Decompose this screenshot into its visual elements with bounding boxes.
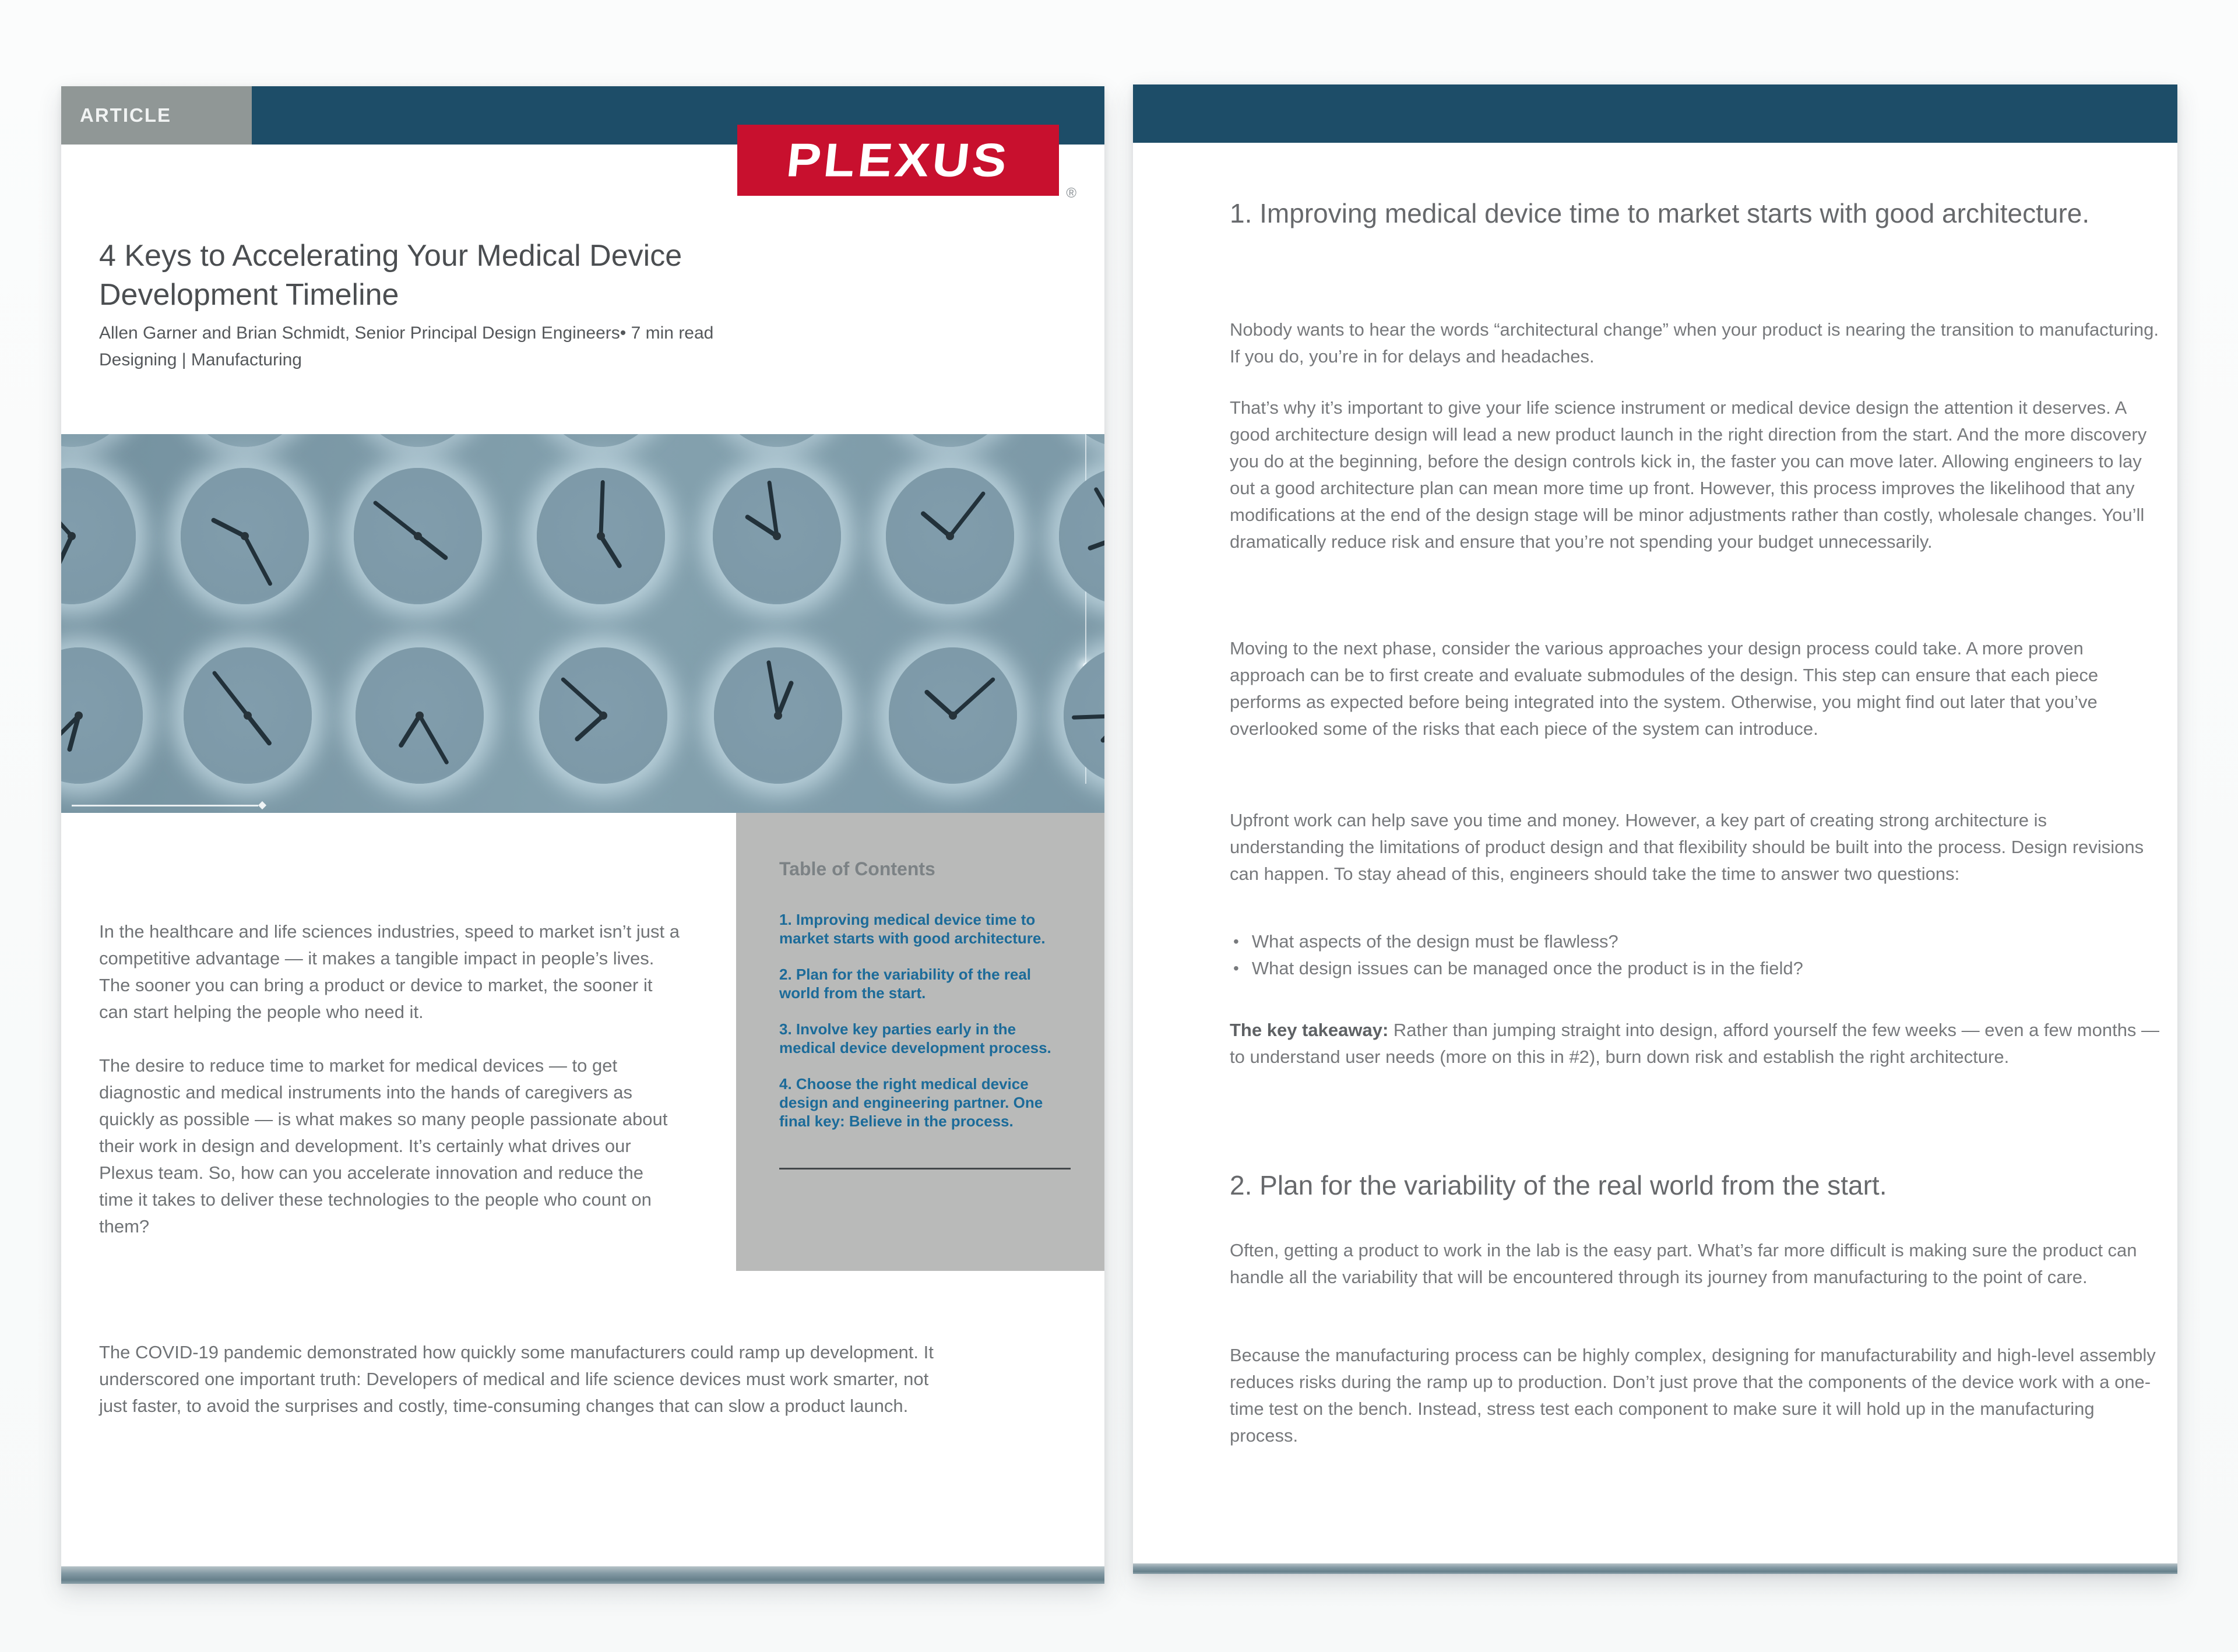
hour-hand: [210, 517, 246, 538]
photo-artifact-horizontal-line: [72, 805, 258, 806]
section-1-paragraph-3: Moving to the next phase, consider the various approaches your design process could take. A more proven approach can be to first create and evaluate submodules of the design. This step can ensure that each piece performs as expected before being integrated into the system. Otherwise, you might find out later that you’ve overlooked some of the risks that each piece of the system can introduce.: [1230, 638, 2099, 739]
category-line: Designing | Manufacturing: [99, 350, 302, 369]
hour-hand: [246, 714, 273, 746]
toc-item-2[interactable]: 2. Plan for the variability of the real world from the start.: [779, 966, 1032, 1002]
clock-face: [181, 468, 309, 604]
minute-hand: [948, 491, 986, 537]
article-tag: [61, 86, 252, 145]
bullet-icon: •: [1233, 959, 1239, 977]
page-footer-bar: [1133, 1563, 2177, 1574]
hour-hand: [398, 714, 422, 749]
section-1-paragraph-4: Upfront work can help save you time and money. However, a key part of creating strong architecture is understanding the limitations of product design and that flexibility should be built into the process. Design revisions can happen. To stay ahead of this, engineers should take the time to answer two questions:: [1230, 810, 2144, 884]
clock-face: [356, 647, 484, 784]
intro-paragraph-1: In the healthcare and life sciences industries, speed to market isn’t just a competitive advantage — it makes a tangible impact in people’s lives. The sooner you can bring a product or device to market, the sooner it can start helping the people who need it.: [99, 921, 680, 1022]
byline: Allen Garner and Brian Schmidt, Senior Principal Design Engineers• 7 min read: [99, 323, 714, 343]
bullet-text-2: What design issues can be managed once the product is in the field?: [1251, 958, 1803, 978]
toc-item-4[interactable]: 4. Choose the right medical device design and engineering partner. One final key: Believe in the process.: [779, 1075, 1043, 1130]
toc-item-3[interactable]: 3. Involve key parties early in the medical device development process.: [779, 1020, 1051, 1056]
intro-paragraph-2: The desire to reduce time to market for medical devices — to get diagnostic and medical instruments into the hands of caregivers as quickly as possible — is what makes so many people passionate about their work in design and development. It’s certainly what drives our Plexus team. So, how can you accelerate innovation and reduce the time it takes to deliver these technologies to the people who count on them?: [99, 1055, 668, 1237]
section-1-paragraph-1: Nobody wants to hear the words “architectural change” when your product is nearing the transition to manufacturing. If you do, you’re in for delays and headaches.: [1230, 319, 2159, 367]
clock-face: [886, 468, 1014, 604]
minute-hand: [212, 670, 249, 717]
clock-glow: [886, 434, 1014, 447]
article-page-1: [61, 86, 1104, 1584]
minute-hand: [1072, 714, 1104, 720]
clock-face: [537, 468, 665, 604]
clock-glow: [354, 434, 482, 447]
clock-face: [184, 647, 312, 784]
clock-face: [1064, 647, 1104, 784]
minute-hand: [1093, 487, 1104, 537]
toc-title: Table of Contents: [779, 858, 935, 879]
hour-hand: [417, 534, 449, 561]
clock-glow: [181, 434, 309, 447]
clock-face: [1059, 468, 1104, 604]
bullet-icon: •: [1233, 932, 1239, 950]
hour-hand: [1087, 534, 1104, 551]
article-tag-label: ARTICLE: [80, 104, 171, 126]
bullet-text-1: What aspects of the design must be flawless?: [1251, 931, 1618, 952]
plexus-logo: [737, 125, 1076, 201]
minute-hand: [243, 535, 273, 586]
minute-hand: [61, 493, 73, 537]
key-takeaway-label: The key takeaway:: [1230, 1020, 1389, 1040]
clock-face: [714, 647, 842, 784]
minute-hand: [372, 500, 419, 538]
clock-face: [61, 468, 136, 604]
hour-hand: [599, 535, 623, 569]
section-1-heading: 1. Improving medical device time to market starts with good architecture.: [1230, 198, 2090, 228]
list-item: [1233, 955, 2154, 982]
toc-item-1[interactable]: 1. Improving medical device time to market starts with good architecture.: [779, 911, 1046, 947]
hour-hand: [574, 714, 605, 742]
registered-mark: ®: [1066, 185, 1076, 201]
section-2-paragraph-1: Often, getting a product to work in the lab is the easy part. What’s far more difficult is making sure the product can handle all the variability that will be encountered through its journey from manufacturing to the point of care.: [1230, 1240, 2137, 1287]
clock-glow: [61, 434, 136, 447]
clock-face: [61, 647, 143, 784]
plexus-logo-text: PLEXUS: [784, 133, 1012, 187]
minute-hand: [560, 677, 604, 717]
covid-paragraph: The COVID-19 pandemic demonstrated how quickly some manufacturers could ramp up development. It underscored one important truth: Developers of medical and life science devices must work smarter, not just faster, to avoid the surprises and costly, time-consuming changes that can slow a product launch.: [99, 1342, 934, 1416]
minute-hand: [418, 714, 449, 765]
question-list: [1233, 928, 2154, 982]
hour-hand: [61, 535, 74, 570]
key-takeaway-text: Rather than jumping straight into design, afford yourself the few weeks — even a few months — to understand user needs (more on this in #2), burn down risk and establish the right architecture.: [1230, 1020, 2160, 1067]
table-of-contents: [736, 813, 1104, 1271]
hour-hand: [924, 689, 955, 717]
toc-divider: [779, 1168, 1071, 1170]
hour-hand: [920, 510, 951, 538]
clock-glow: [1059, 434, 1104, 447]
section-2-heading: 2. Plan for the variability of the real world from the start.: [1230, 1170, 1887, 1200]
hero-image-clocks: [61, 434, 1104, 813]
clock-face: [889, 647, 1017, 784]
page-title: 4 Keys to Accelerating Your Medical Device Development Timeline: [99, 239, 682, 312]
section-2-paragraph-2: Because the manufacturing process can be highly complex, designing for manufacturability and high-level assembly reduces risks during the ramp up to production. Don’t just prove that the components of the device work with a one-time test on the bench. Instead, stress test each component to make sure it will hold up in the manufacturing process.: [1230, 1345, 2156, 1446]
section-1-paragraph-2: That’s why it’s important to give your life science instrument or medical device design the attention it deserves. A good architecture design will lead a new product launch in the right direction from the start. And the more discovery you do at the beginning, before the design controls kick in, the faster you can move later. Allowing engineers to lay out a good architecture plan can mean more time up front. However, this process improves the likelihood that any modifications at the end of the design stage will be minor adjustments rather than costly, wholesale changes. You’ll dramatically reduce risk and ensure that you’re not spending your budget unnecessarily.: [1230, 397, 2147, 552]
clock-face: [713, 468, 841, 604]
header-bar: [1133, 84, 2177, 143]
intro-text: [99, 918, 682, 1267]
minute-hand: [952, 677, 996, 717]
page-footer-bar: [61, 1566, 1104, 1584]
list-item: [1233, 928, 2154, 955]
key-takeaway: [1230, 1017, 2162, 1070]
hour-hand: [776, 680, 794, 716]
clock-glow: [537, 434, 665, 447]
clock-glow: [713, 434, 841, 447]
clock-face: [354, 468, 482, 604]
clock-face: [539, 647, 667, 784]
minute-hand: [599, 480, 605, 536]
article-page-2: [1133, 84, 2177, 1574]
